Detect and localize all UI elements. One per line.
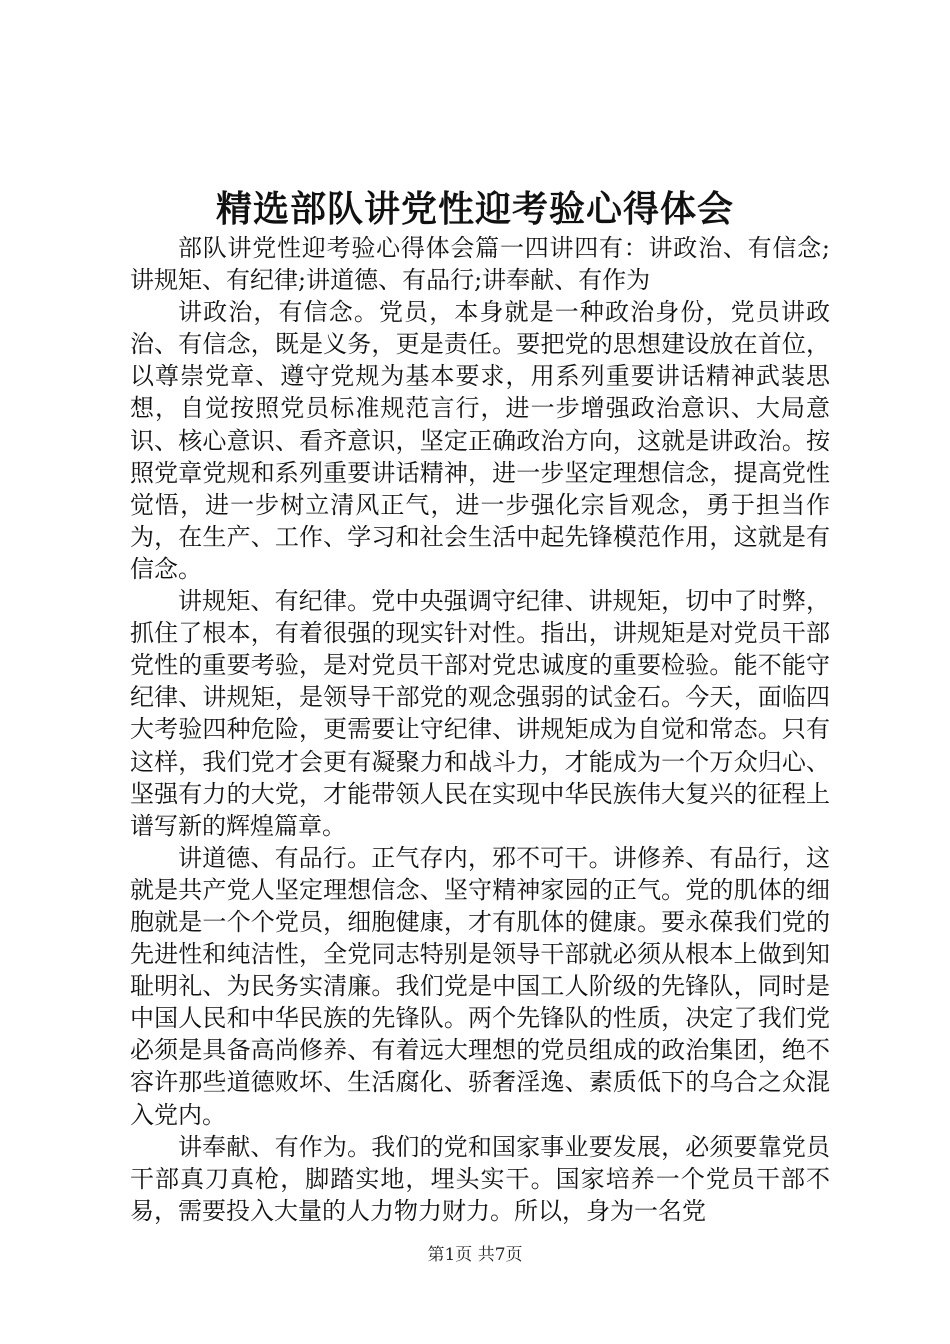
paragraph-rules: 讲规矩、有纪律。党中央强调守纪律、讲规矩，切中了时弊，抓住了根本，有着很强的现实针对性。指出，讲规矩是对党员干部党性的重要考验，是对党员干部对党忠诚度的重要检验。能不能守纪律、讲规矩，是领导干部党的观念强弱的试金石。今天，面临四大考验四种危险，更需要让守纪律、讲规矩成为自觉和常态。只有这样，我们党才会更有凝聚力和战斗力，才能成为一个万众归心、坚强有力的大党，才能带领人民在实现中华民族伟大复兴的征程上谱写新的辉煌篇章。 <box>130 587 830 840</box>
paragraph-morality: 讲道德、有品行。正气存内，邪不可干。讲修养、有品行，这就是共产党人坚定理想信念、坚守精神家园的正气。党的肌体的细胞就是一个个党员，细胞健康，才有肌体的健康。要永葆我们党的先进性和纯洁性，全党同志特别是领导干部就必须从根本上做到知耻明礼、为民务实清廉。我们党是中国工人阶级的先锋队，同时是中国人民和中华民族的先锋队。两个先锋队的性质，决定了我们党必须是具备高尚修养、有着远大理想的党员组成的政治集团，绝不容许那些道德败坏、生活腐化、骄奢淫逸、素质低下的乌合之众混入党内。 <box>130 843 830 1129</box>
paragraph-intro: 部队讲党性迎考验心得体会篇一四讲四有：讲政治、有信念;讲规矩、有纪律;讲道德、有品行;讲奉献、有作为 <box>130 234 830 295</box>
paragraph-politics: 讲政治，有信念。党员，本身就是一种政治身份，党员讲政治、有信念，既是义务，更是责任。要把党的思想建设放在首位，以尊崇党章、遵守党规为基本要求，用系列重要讲话精神武装思想，自觉按照党员标准规范言行，进一步增强政治意识、大局意识、核心意识、看齐意识，坚定正确政治方向，这就是讲政治。按照党章党规和系列重要讲话精神，进一步坚定理想信念，提高党性觉悟，进一步树立清风正气，进一步强化宗旨观念，勇于担当作为，在生产、工作、学习和社会生活中起先锋模范作用，这就是有信念。 <box>130 298 830 583</box>
document-body <box>130 232 830 1227</box>
document-title: 精选部队讲党性迎考验心得体会 <box>215 188 734 230</box>
page-number-footer: 第1页 共7页 <box>427 1245 523 1265</box>
paragraph-dedication: 讲奉献、有作为。我们的党和国家事业要发展，必须要靠党员干部真刀真枪，脚踏实地，埋头实干。国家培养一个党员干部不易，需要投入大量的人力物力财力。所以，身为一名党 <box>130 1132 830 1225</box>
